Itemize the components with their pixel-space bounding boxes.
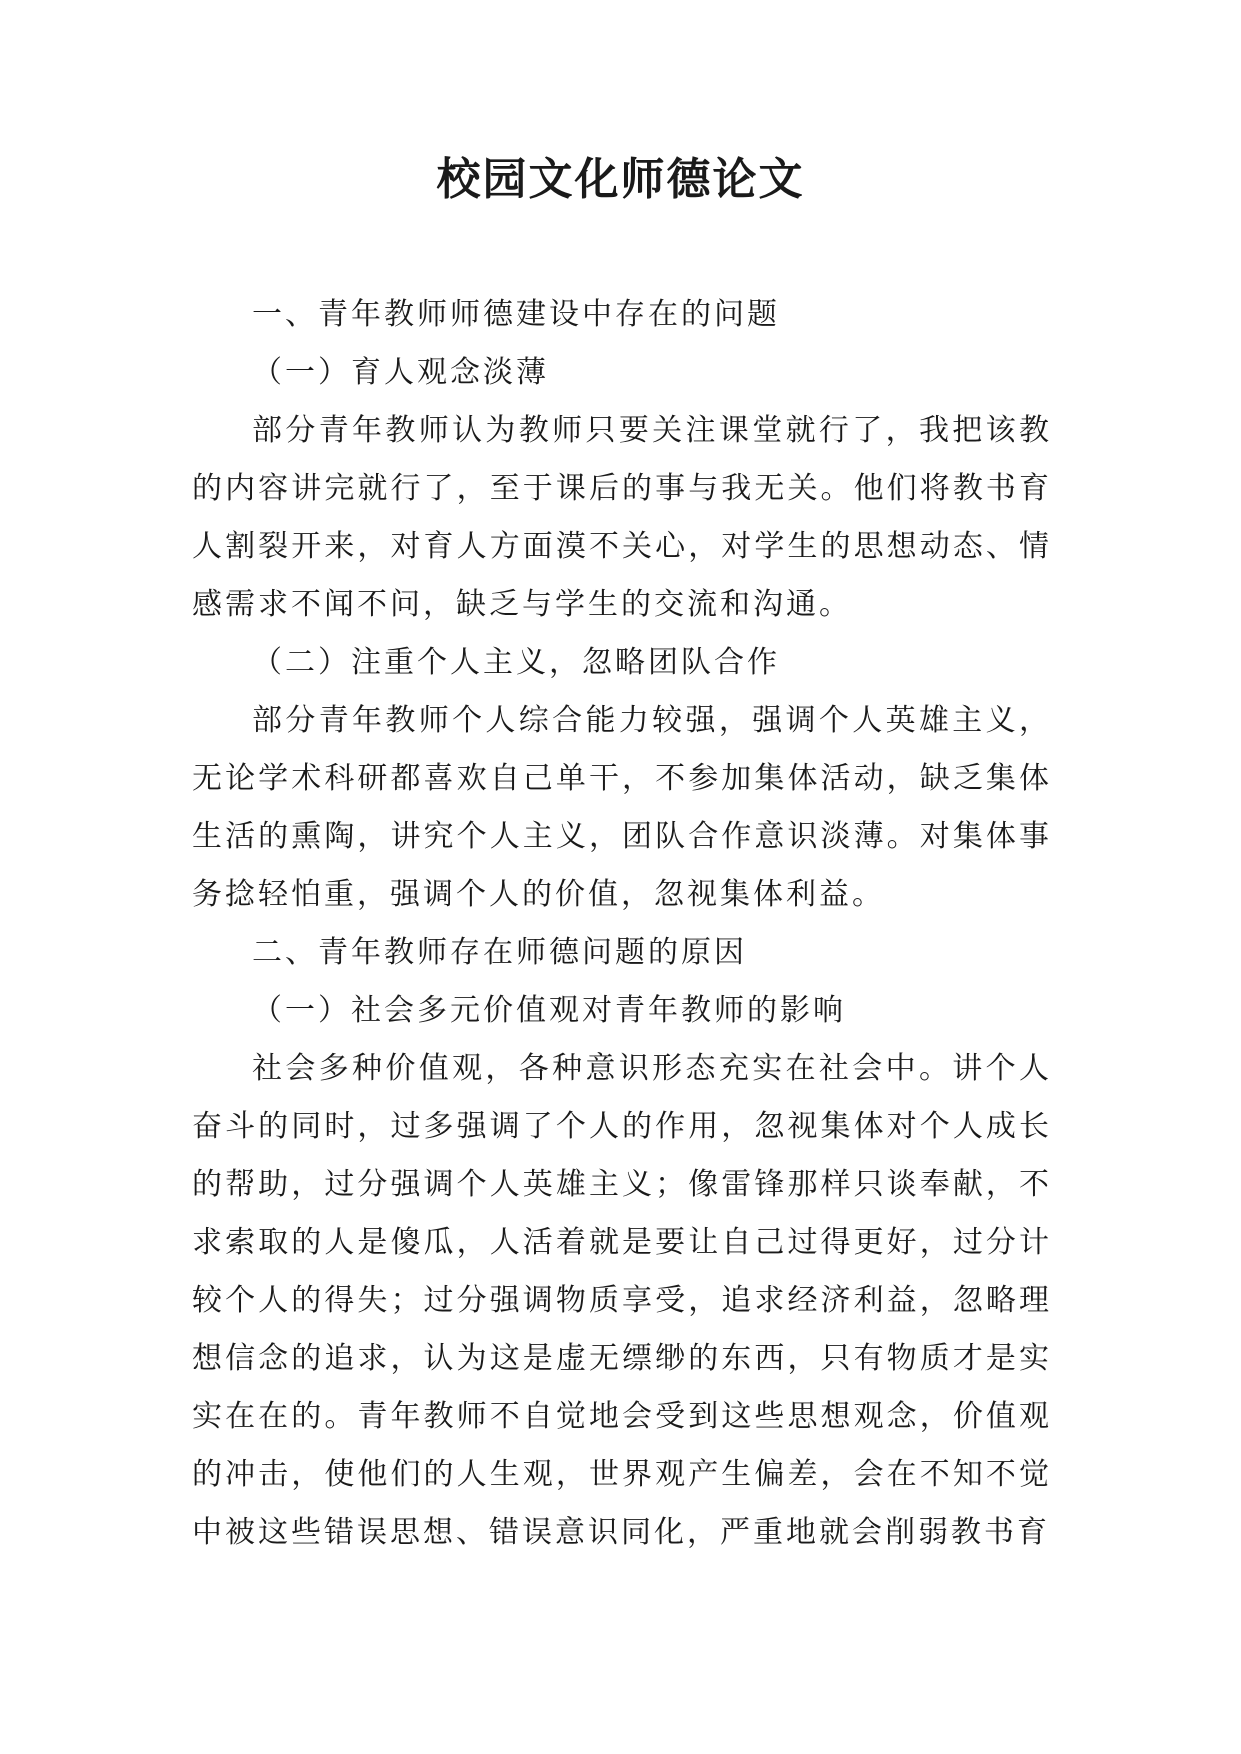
- section-heading: 一、青年教师师德建设中存在的问题: [252, 297, 780, 332]
- subsection-heading: （一）社会多元价值观对青年教师的影响: [252, 993, 846, 1028]
- subsection-heading: （一）育人观念淡薄: [252, 355, 549, 390]
- paragraph: 部分青年教师个人综合能力较强，强调个人英雄主义，无论学术科研都喜欢自己单干，不参加集体活动，缺乏集体生活的熏陶，讲究个人主义，团队合作意识淡薄。对集体事务捻轻怕重，强调个人的价值，忽视集体利益。: [192, 703, 1052, 912]
- section-heading: 二、青年教师存在师德问题的原因: [252, 935, 747, 970]
- document-title: 校园文化师德论文: [436, 154, 805, 205]
- paragraph: 社会多种价值观，各种意识形态充实在社会中。讲个人奋斗的同时，过多强调了个人的作用，忽视集体对个人成长的帮助，过分强调个人英雄主义；像雷锋那样只谈奉献，不求索取的人是傻瓜，人活着就是要让自己过得更好，过分计较个人的得失；过分强调物质享受，追求经济利益，忽略理想信念的追求，认为这是虚无缥缈的东西，只有物质才是实实在在的。青年教师不自觉地会受到这些思想观念，价值观的冲击，使他们的人生观，世界观产生偏差，会在不知不觉中被这些错误思想、错误意识同化，严重地就会削弱教书育: [192, 1051, 1052, 1550]
- paragraph: 部分青年教师认为教师只要关注课堂就行了，我把该教的内容讲完就行了，至于课后的事与我无关。他们将教书育人割裂开来，对育人方面漠不关心，对学生的思想动态、情感需求不闻不问，缺乏与学生的交流和沟通。: [192, 413, 1052, 622]
- document-body: [192, 286, 1052, 1562]
- subsection-heading: （二）注重个人主义，忽略团队合作: [252, 645, 780, 680]
